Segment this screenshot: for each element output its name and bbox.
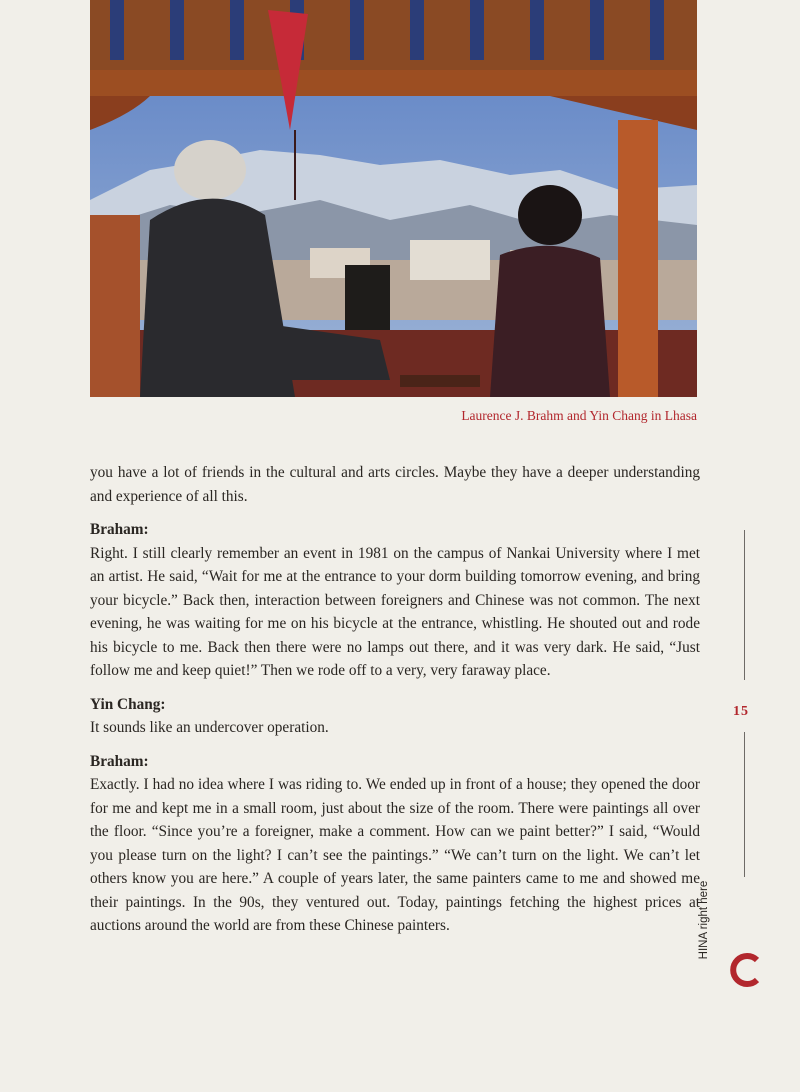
dialogue-text: It sounds like an undercover operation. <box>90 719 329 736</box>
dialogue-paragraph <box>90 693 700 740</box>
dialogue-paragraph <box>90 518 700 683</box>
photo-lhasa <box>90 0 697 397</box>
brand-label: HINA right here <box>698 880 710 960</box>
side-rule <box>744 732 745 877</box>
photo-icon <box>90 0 697 397</box>
speaker-name: Yin Chang: <box>90 695 166 713</box>
page-number: 15 <box>733 704 749 719</box>
brand-c-logo-icon <box>727 950 763 990</box>
dialogue-text: you have a lot of friends in the cultural and arts circles. Maybe they have a deeper understanding and experience of all this. <box>90 464 700 505</box>
speaker-name: Braham: <box>90 521 149 538</box>
speaker-name: Braham: <box>90 752 149 770</box>
dialogue-body <box>90 461 700 948</box>
dialogue-paragraph <box>90 461 700 508</box>
photo-caption: Laurence J. Brahm and Yin Chang in Lhasa <box>461 408 697 423</box>
dialogue-paragraph <box>90 750 700 938</box>
side-rule <box>744 530 745 680</box>
dialogue-text: Right. I still clearly remember an event in 1981 on the campus of Nankai University where I met an artist. He said, “Wait for me at the entrance to your dorm building tomorrow evening, and bring your bicycle.” Back then, interaction between foreigners and Chinese was not common. The next evening, he was waiting for me on his bicycle at the entrance, whistling. He shouted out and rode his bicycle to me. Back then there were no lamps out there, and it was very dark. He said, “Just follow me and keep quiet!” Then we rode off to a very, very faraway place. <box>90 544 700 679</box>
dialogue-text: Exactly. I had no idea where I was riding to. We ended up in front of a house; they opened the door for me and kept me in a small room, just about the size of the room. There were paintings all over the floor. “Since you’re a foreigner, make a comment. How can we paint better?” I said, “Would you please turn on the light? I can’t see the paintings.” “We can’t turn on the light. We can’t let others know you are here.” A couple of years later, the same painters came to me and showed me their paintings. In the 90s, they ventured out. Today, paintings fetching the highest prices at auctions around the world are from these Chinese painters. <box>90 776 700 934</box>
